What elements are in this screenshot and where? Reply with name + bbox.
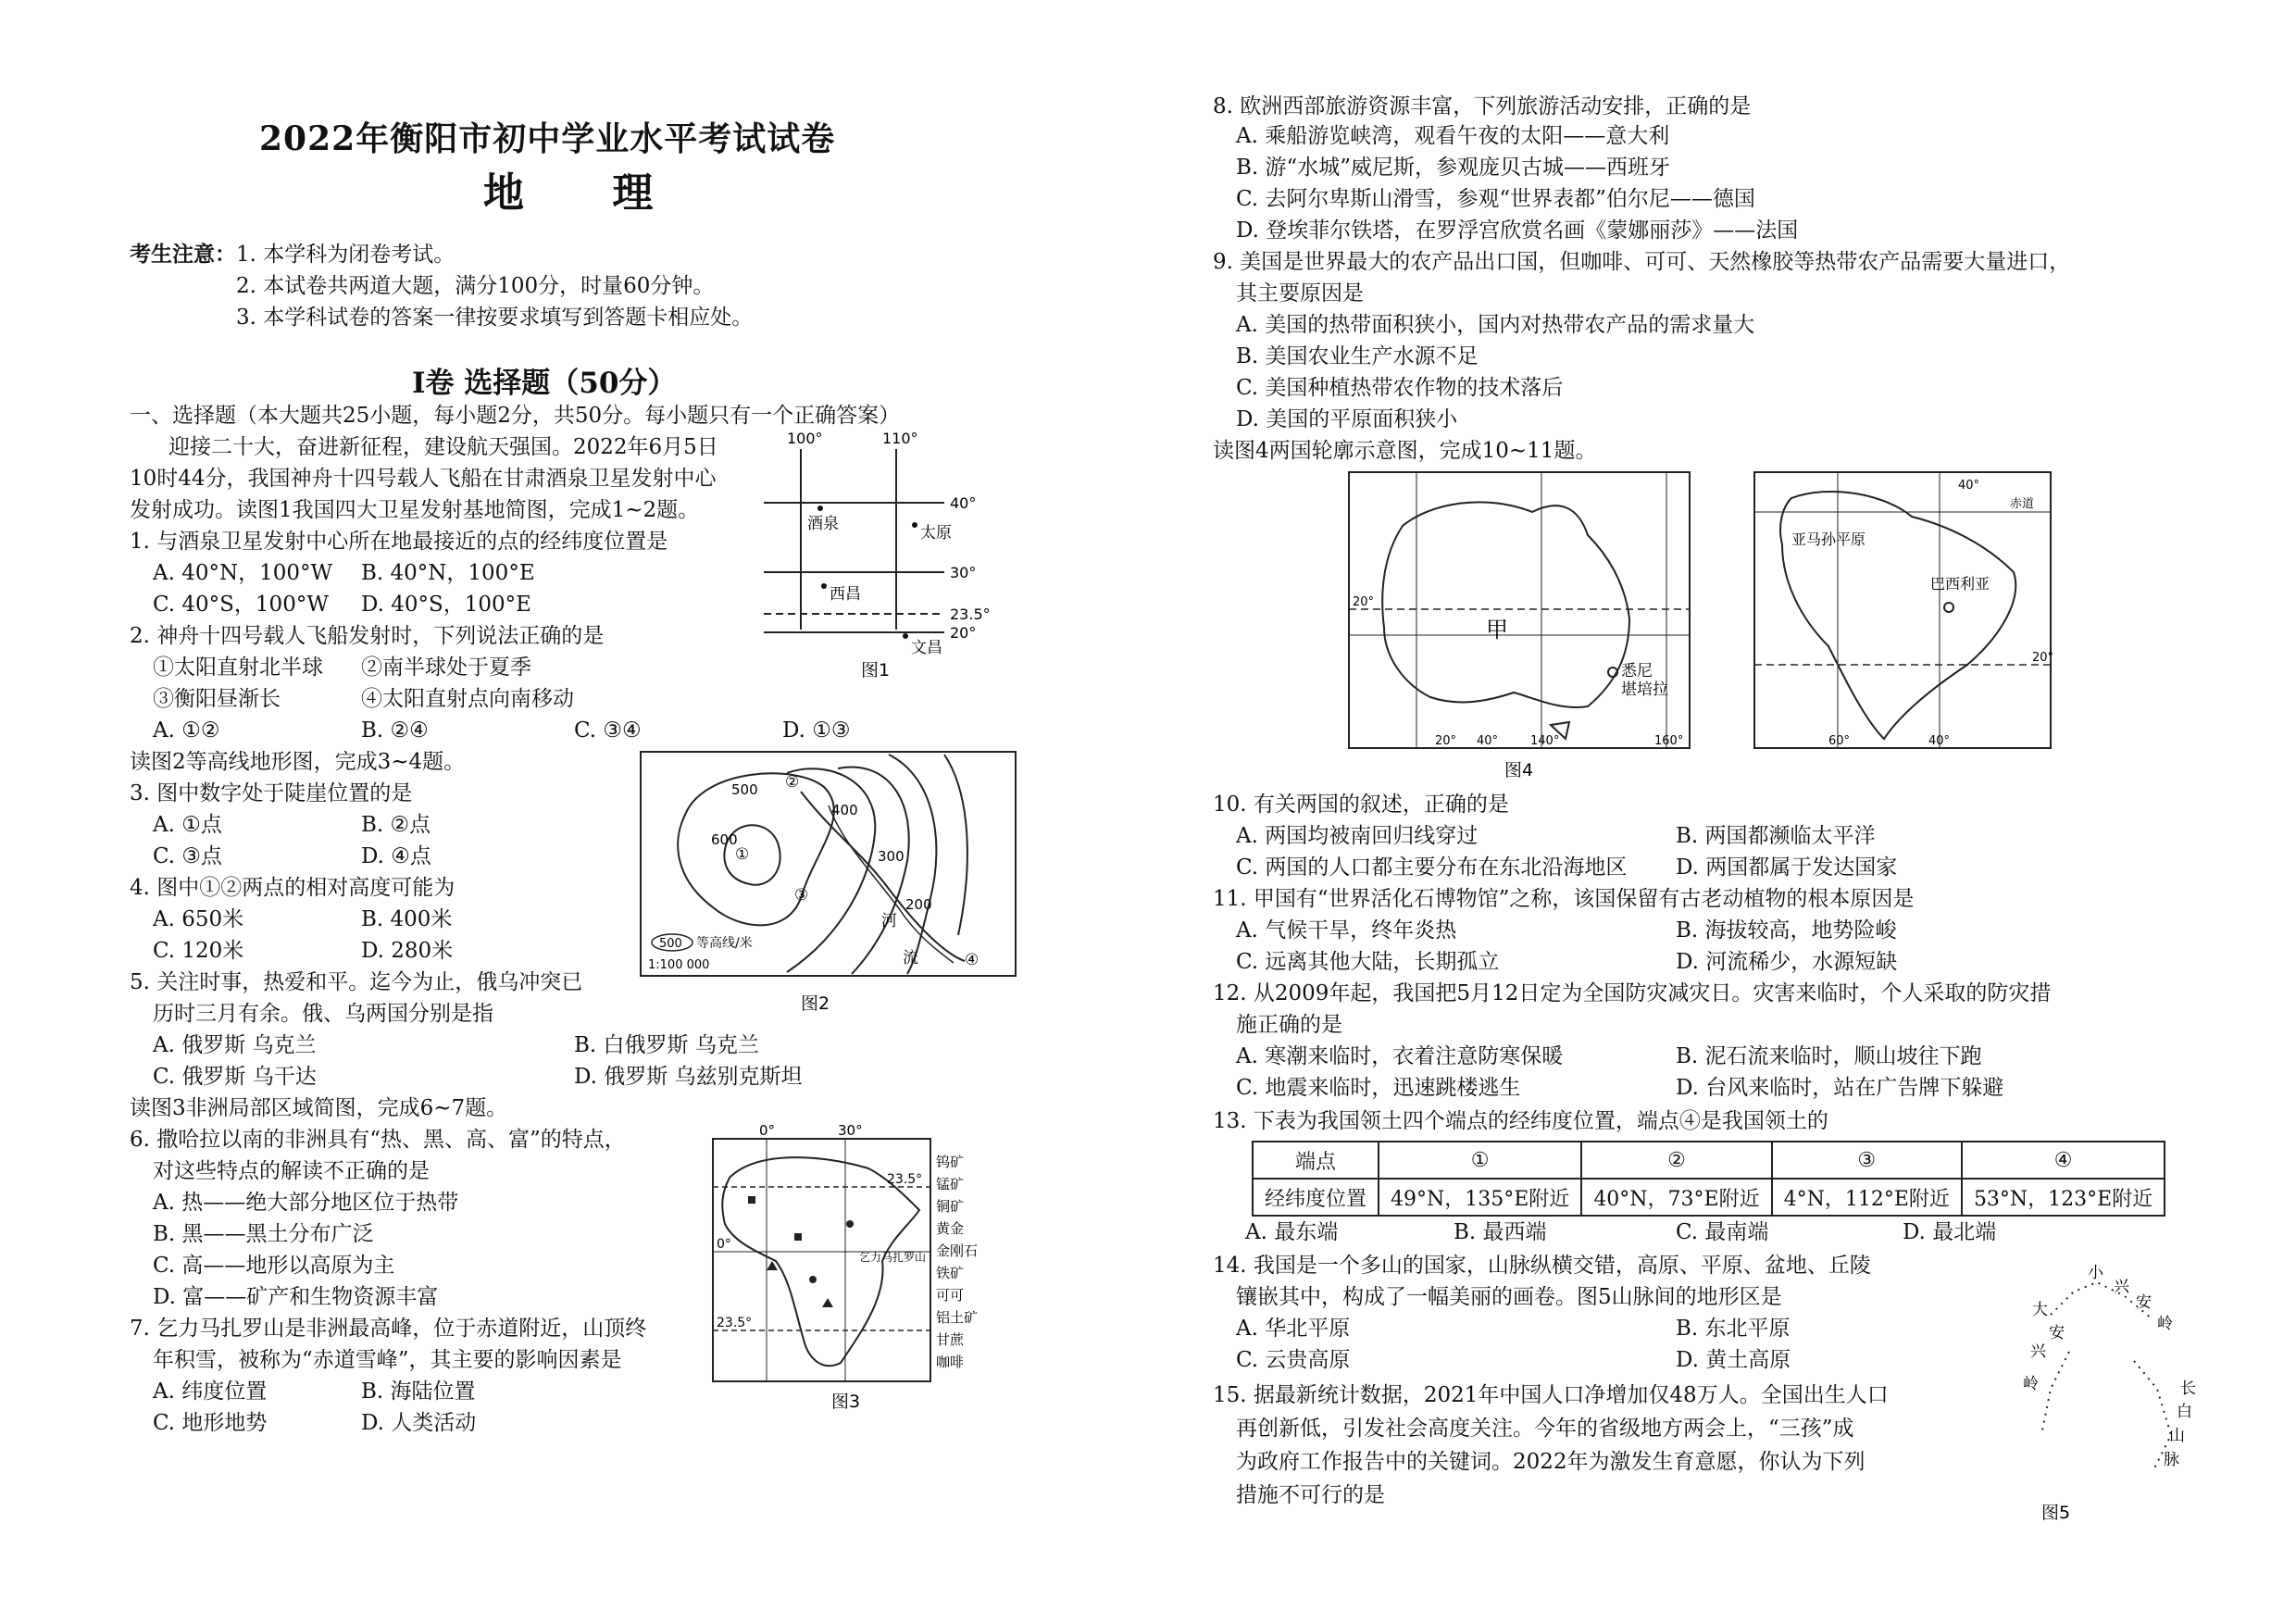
q8-stem: 8. 欧洲西部旅游资源丰富，下列旅游活动安排，正确的是 <box>1213 94 1752 119</box>
q2-stem: 2. 神舟十四号载人飞船发射时，下列说法正确的是 <box>130 624 605 648</box>
q15-stem-2: 再创新低，引发社会高度关注。今年的省级地方两会上，“三孩”成 <box>1236 1417 1854 1441</box>
fig3-lat-s23: 23.5° <box>717 1316 753 1330</box>
figure-2-contour-map <box>639 750 1028 1028</box>
q2-opt-b: B. ②④ <box>361 718 429 743</box>
fig4-jia: 甲 <box>1486 617 1508 643</box>
q1-stem: 1. 与酒泉卫星发射中心所在地最接近的点的经纬度位置是 <box>130 530 668 554</box>
fig3-legend-6: 可可 <box>936 1287 965 1304</box>
fig1-lat-40: 40° <box>950 494 977 512</box>
fig3-legend-5: 铁矿 <box>936 1265 965 1281</box>
part-title: 一、选择题（本大题共25小题，每小题2分，共50分。每小题只有一个正确答案） <box>130 404 901 428</box>
q11-stem: 11. 甲国有“世界活化石博物馆”之称，该国保留有古老动植物的根本原因是 <box>1213 887 1915 911</box>
q14-opt-a: A. 华北平原 <box>1236 1317 1351 1341</box>
table-cell: 经纬度位置 <box>1253 1179 1379 1216</box>
fig3-legend-3: 黄金 <box>936 1220 965 1237</box>
fig3-lat-n23: 23.5° <box>887 1172 923 1187</box>
fig5-xiao: 小 <box>2088 1264 2103 1282</box>
fig3-legend-7: 铝土矿 <box>936 1309 979 1326</box>
fig3-lon-30: 30° <box>838 1122 863 1139</box>
fig2-c600: 600 <box>711 831 738 848</box>
q8-opt-a: A. 乘船游览峡湾，观看午夜的太阳——意大利 <box>1236 124 1670 148</box>
q2-item-2: ②南半球处于夏季 <box>361 655 531 680</box>
q8-opt-d: D. 登埃菲尔铁塔，在罗浮宫欣赏名画《蒙娜丽莎》——法国 <box>1236 218 1799 243</box>
fig4-caption: 图4 <box>1504 760 1534 780</box>
q11-opt-d: D. 河流稀少，水源短缺 <box>1676 950 1898 974</box>
fig5-an1: 安 <box>2049 1324 2065 1342</box>
q3-opt-b: B. ②点 <box>361 813 431 837</box>
fig4-sa-lon60: 60° <box>1828 734 1851 748</box>
table-cell: ③ <box>1772 1142 1962 1179</box>
fig2-pt2: ② <box>785 773 800 792</box>
q15-stem-3: 为政府工作报告中的关键词。2022年为激发生育意愿，你认为下列 <box>1236 1450 1866 1474</box>
q1-opt-b: B. 40°N，100°E <box>361 561 535 585</box>
fig4-aus-lat20: 20° <box>1353 595 1375 609</box>
table-cell: ② <box>1581 1142 1771 1179</box>
fig1-lon-110: 110° <box>882 431 918 447</box>
fig2-pt4: ④ <box>965 951 980 969</box>
q12-opt-b: B. 泥石流来临时，顺山坡往下跑 <box>1676 1044 1982 1068</box>
fig4-sa-lat20: 20° <box>2032 651 2054 665</box>
fig3-caption: 图3 <box>831 1392 861 1412</box>
q7-opt-c: C. 地形地势 <box>153 1411 268 1435</box>
q2-opt-c: C. ③④ <box>574 718 642 743</box>
exam-title: 2022年衡阳市初中学业水平考试试卷 <box>259 119 836 158</box>
q12-stem-2: 施正确的是 <box>1236 1013 1342 1037</box>
fig2-legend: 等高线/米 <box>696 936 753 951</box>
q10-opt-c: C. 两国的人口都主要分布在东北沿海地区 <box>1236 855 1628 880</box>
fig5-ling2: 岭 <box>2157 1315 2173 1333</box>
table-cell: 4°N，112°E附近 <box>1772 1179 1962 1216</box>
q6-opt-c: C. 高——地形以高原为主 <box>153 1254 395 1278</box>
fig1-taiyuan: 太原 <box>920 524 952 543</box>
q4-opt-d: D. 280米 <box>361 939 454 963</box>
fig2-legend-val: 500 <box>659 937 682 951</box>
notice-2: 2. 本试卷共两道大题，满分100分，时量60分钟。 <box>236 274 715 298</box>
fig4-aus-lon-40: 40° <box>1477 734 1499 748</box>
fig2-caption: 图2 <box>801 993 830 1014</box>
fig1-lat-20: 20° <box>950 624 977 642</box>
fig4-amazon: 亚马孙平原 <box>1791 531 1866 548</box>
intro-2: 读图2等高线地形图，完成3~4题。 <box>130 750 466 774</box>
fig4-canberra: 堪培拉 <box>1621 680 1668 699</box>
fig4-sydney: 悉尼 <box>1621 662 1653 680</box>
q1-opt-d: D. 40°S，100°E <box>361 593 531 617</box>
fig2-scale: 1:100 000 <box>648 958 710 972</box>
fig2-river-1: 河 <box>881 912 897 930</box>
q15-stem-4: 措施不可行的是 <box>1236 1483 1385 1507</box>
fig3-kili: 乞力马扎罗山 <box>859 1251 927 1264</box>
fig5-shan: 山 <box>2169 1427 2185 1445</box>
q13-opt-d: D. 最北端 <box>1903 1220 1997 1244</box>
q11-opt-b: B. 海拔较高，地势险峻 <box>1676 918 1897 943</box>
q14-stem-2: 镶嵌其中，构成了一幅美丽的画卷。图5山脉间的地形区是 <box>1236 1285 1782 1309</box>
fig1-lon-100: 100° <box>787 431 823 447</box>
q3-opt-c: C. ③点 <box>153 844 223 868</box>
fig1-xichang: 西昌 <box>830 585 861 604</box>
q1-opt-a: A. 40°N，100°W <box>153 561 333 585</box>
q4-opt-c: C. 120米 <box>153 939 244 963</box>
q6-opt-a: A. 热——绝大部分地区位于热带 <box>153 1191 459 1215</box>
notice-label: 考生注意： <box>130 242 236 267</box>
fig3-legend-4: 金刚石 <box>936 1242 979 1259</box>
figure-4-map <box>1347 470 2236 785</box>
figure-5-mountain-map <box>2014 1250 2236 1528</box>
q10-opt-b: B. 两国都濒临太平洋 <box>1676 824 1876 848</box>
q7-opt-d: D. 人类活动 <box>361 1411 477 1435</box>
q6-stem-2: 对这些特点的解读不正确的是 <box>153 1159 430 1183</box>
fig5-xing2: 兴 <box>2114 1278 2129 1296</box>
q9-stem-2: 其主要原因是 <box>1236 281 1364 306</box>
fig5-ling1: 岭 <box>2023 1375 2039 1393</box>
q4-stem: 4. 图中①②两点的相对高度可能为 <box>130 876 455 900</box>
fig2-c300: 300 <box>878 848 905 865</box>
q14-opt-b: B. 东北平原 <box>1676 1317 1791 1341</box>
intro-1-line3: 发射成功。读图1我国四大卫星发射基地简图，完成1~2题。 <box>130 498 700 522</box>
section-title: I卷 选择题（50分） <box>412 367 677 400</box>
q4-opt-a: A. 650米 <box>153 907 244 931</box>
q10-opt-d: D. 两国都属于发达国家 <box>1676 855 1898 880</box>
q13-opt-c: C. 最南端 <box>1676 1220 1769 1244</box>
q6-opt-d: D. 富——矿产和生物资源丰富 <box>153 1285 439 1309</box>
fig2-pt3: ③ <box>794 886 809 905</box>
q7-opt-a: A. 纬度位置 <box>153 1380 268 1404</box>
q15-stem-1: 15. 据最新统计数据，2021年中国人口净增加仅48万人。全国出生人口 <box>1213 1383 1889 1407</box>
fig3-legend-1: 锰矿 <box>936 1176 965 1192</box>
table-cell: 40°N，73°E附近 <box>1581 1179 1771 1216</box>
fig3-legend-8: 甘蔗 <box>936 1331 965 1348</box>
fig4-sa-lon40: 40° <box>1928 734 1951 748</box>
q14-stem-1: 14. 我国是一个多山的国家，山脉纵横交错，高原、平原、盆地、丘陵 <box>1213 1254 1871 1278</box>
q3-stem: 3. 图中数字处于陡崖位置的是 <box>130 781 413 805</box>
q9-opt-c: C. 美国种植热带农作物的技术落后 <box>1236 376 1564 400</box>
fig4-aus-lon-140: 140° <box>1530 734 1560 748</box>
fig1-wenchang: 文昌 <box>911 639 942 657</box>
table-cell: 端点 <box>1253 1142 1379 1179</box>
table-cell: ④ <box>1962 1142 2165 1179</box>
notice-1: 1. 本学科为闭卷考试。 <box>236 243 455 267</box>
table-cell: 49°N，135°E附近 <box>1379 1179 1581 1216</box>
q5-stem-2: 历时三月有余。俄、乌两国分别是指 <box>153 1002 493 1026</box>
fig5-bai: 白 <box>2177 1403 2192 1421</box>
q2-opt-d: D. ①③ <box>782 718 851 743</box>
q13-stem: 13. 下表为我国领土四个端点的经纬度位置，端点④是我国领土的 <box>1213 1109 1828 1133</box>
fig1-jiuquan: 酒泉 <box>807 515 839 533</box>
q12-opt-d: D. 台风来临时，站在广告牌下躲避 <box>1676 1076 2004 1100</box>
fig3-legend-0: 钨矿 <box>936 1154 965 1170</box>
q12-opt-a: A. 寒潮来临时，衣着注意防寒保暖 <box>1236 1044 1564 1068</box>
q9-opt-a: A. 美国的热带面积狭小，国内对热带农产品的需求量大 <box>1236 313 1755 337</box>
q4-opt-b: B. 400米 <box>361 907 453 931</box>
q5-opt-b: B. 白俄罗斯 乌克兰 <box>574 1033 759 1057</box>
intro-1-line1: 迎接二十大，奋进新征程，建设航天强国。2022年6月5日 <box>168 435 718 459</box>
fig3-legend-2: 铜矿 <box>936 1198 965 1215</box>
table-row <box>1253 1179 2165 1216</box>
q13-opt-b: B. 最西端 <box>1454 1220 1547 1244</box>
q12-stem-1: 12. 从2009年起，我国把5月12日定为全国防灾减灾日。灾害来临时，个人采取的防灾措 <box>1213 981 2052 1005</box>
fig4-aus-lon-20: 20° <box>1435 734 1457 748</box>
q5-opt-d: D. 俄罗斯 乌兹别克斯坦 <box>574 1065 803 1089</box>
exam-subject: 地 理 <box>483 169 691 217</box>
q6-stem-1: 6. 撒哈拉以南的非洲具有“热、黑、高、富”的特点， <box>130 1128 626 1152</box>
fig2-c400: 400 <box>831 802 858 818</box>
q7-stem-2: 年积雪，被称为“赤道雪峰”，其主要的影响因素是 <box>153 1348 622 1372</box>
fig2-pt1: ① <box>735 845 750 864</box>
fig3-legend-9: 咖啡 <box>936 1354 965 1370</box>
q9-opt-d: D. 美国的平原面积狭小 <box>1236 407 1458 431</box>
fig3-lat-0: 0° <box>717 1237 731 1252</box>
fig5-mai: 脉 <box>2164 1451 2179 1469</box>
q1-opt-c: C. 40°S，100°W <box>153 593 329 617</box>
q3-opt-a: A. ①点 <box>153 813 222 837</box>
q6-opt-b: B. 黑——黑土分布广泛 <box>153 1222 374 1246</box>
q11-opt-c: C. 远离其他大陆，长期孤立 <box>1236 950 1500 974</box>
fig2-c200: 200 <box>905 896 932 913</box>
fig4-sa-lat40: 40° <box>1958 479 1980 493</box>
fig5-xing1: 兴 <box>2030 1342 2046 1361</box>
fig2-c500: 500 <box>731 781 758 798</box>
q9-stem-1: 9. 美国是世界最大的农产品出口国，但咖啡、可可、天然橡胶等热带农产品需要大量进口， <box>1213 250 2071 274</box>
table-cell: ① <box>1379 1142 1581 1179</box>
q2-item-4: ④太阳直射点向南移动 <box>361 687 574 711</box>
q7-opt-b: B. 海陆位置 <box>361 1380 476 1404</box>
table-cell: 53°N，123°E附近 <box>1962 1179 2165 1216</box>
q12-opt-c: C. 地震来临时，迅速跳楼逃生 <box>1236 1076 1521 1100</box>
fig4-brasilia: 巴西利亚 <box>1930 575 1990 593</box>
fig4-equator: 赤道 <box>2010 497 2035 511</box>
q5-opt-a: A. 俄罗斯 乌克兰 <box>153 1033 317 1057</box>
intro-4: 读图4两国轮廓示意图，完成10~11题。 <box>1213 439 1597 463</box>
q13-opt-a: A. 最东端 <box>1245 1220 1339 1244</box>
q5-stem-1: 5. 关注时事，热爱和平。迄今为止，俄乌冲突已 <box>130 970 583 994</box>
intro-3: 读图3非洲局部区域简图，完成6~7题。 <box>130 1096 508 1120</box>
q2-item-1: ①太阳直射北半球 <box>153 655 323 680</box>
fig1-lat-30: 30° <box>950 564 977 581</box>
q5-opt-c: C. 俄罗斯 乌干达 <box>153 1065 317 1089</box>
fig1-caption: 图1 <box>861 660 891 680</box>
q9-opt-b: B. 美国农业生产水源不足 <box>1236 344 1479 368</box>
q7-stem-1: 7. 乞力马扎罗山是非洲最高峰，位于赤道附近，山顶终 <box>130 1317 647 1341</box>
table-header-row <box>1253 1142 2165 1179</box>
q10-stem: 10. 有关两国的叙述，正确的是 <box>1213 793 1509 817</box>
fig5-an2: 安 <box>2136 1293 2152 1312</box>
fig3-lon-0: 0° <box>759 1122 776 1139</box>
intro-1-line2: 10时44分，我国神舟十四号载人飞船在甘肃酒泉卫星发射中心 <box>130 467 717 491</box>
right-page <box>1176 0 2296 1623</box>
fig5-caption: 图5 <box>2041 1503 2071 1523</box>
q2-item-3: ③衡阳昼渐长 <box>153 687 281 711</box>
fig1-lat-23: 23.5° <box>950 606 991 623</box>
q14-opt-c: C. 云贵高原 <box>1236 1348 1351 1372</box>
notice-3: 3. 本学科试卷的答案一律按要求填写到答题卡相应处。 <box>236 306 754 330</box>
q8-opt-b: B. 游“水城”威尼斯，参观庞贝古城——西班牙 <box>1236 156 1671 180</box>
q13-endpoint-table <box>1252 1141 2165 1217</box>
fig5-chang: 长 <box>2180 1380 2196 1398</box>
q11-opt-a: A. 气候干旱，终年炎热 <box>1236 918 1457 943</box>
q3-opt-d: D. ④点 <box>361 844 431 868</box>
figure-1-map <box>750 431 1018 680</box>
fig4-aus-lon-160: 160° <box>1654 734 1684 748</box>
q10-opt-a: A. 两国均被南回归线穿过 <box>1236 824 1479 848</box>
q14-opt-d: D. 黄土高原 <box>1676 1348 1791 1372</box>
q2-opt-a: A. ①② <box>153 718 220 743</box>
figure-3-africa-map <box>711 1122 989 1418</box>
q8-opt-c: C. 去阿尔卑斯山滑雪，参观“世界表都”伯尔尼——德国 <box>1236 187 1755 211</box>
fig5-da: 大 <box>2032 1301 2048 1319</box>
fig2-river-2: 流 <box>903 949 918 968</box>
